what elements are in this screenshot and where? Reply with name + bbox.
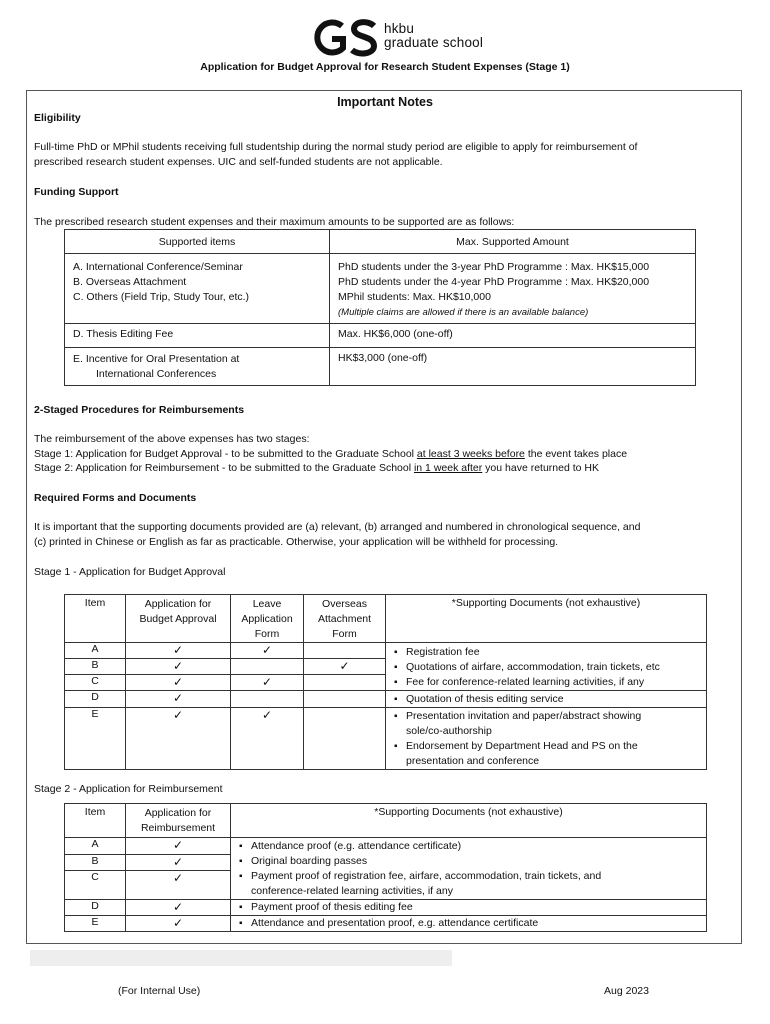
stage1-deadline-underlined: at least 3 weeks before bbox=[416, 448, 525, 460]
s1-header-leave-l1: Leave bbox=[252, 598, 282, 610]
item-e-line1: E. Incentive for Oral Presentation at bbox=[73, 353, 240, 365]
stage2-label: Stage 2 - Application for Reimbursement bbox=[34, 783, 223, 795]
stage2-deadline-underlined: in 1 week after bbox=[413, 462, 483, 474]
eligibility-line-2: prescribed research student expenses. UIC and self-funded students are not applicable. bbox=[34, 156, 443, 168]
s1-header-overseas-l2: Attachment bbox=[317, 613, 372, 625]
s2-doc-payment: ▪ Payment proof of registration fee, airfare, accommodation, train tickets, and conference-related learning activities, if any bbox=[235, 869, 655, 899]
s2-row-b-item: B bbox=[65, 854, 126, 871]
s2-row-c-item: C bbox=[65, 871, 126, 900]
s2-row-a-item: A bbox=[65, 838, 126, 855]
logo-line-1: hkbu bbox=[384, 21, 415, 36]
multiple-claims-note: (Multiple claims are allowed if there is an available balance) bbox=[338, 307, 589, 318]
procedures-intro: The reimbursement of the above expenses has two stages: bbox=[34, 433, 310, 445]
s1-docs-d bbox=[386, 691, 707, 708]
s1-header-leave-l3: Form bbox=[254, 628, 280, 640]
s1-row-c-item: C bbox=[65, 675, 126, 691]
s1-row-a-item: A bbox=[65, 643, 126, 659]
s1-header-app-l1: Application for bbox=[144, 598, 212, 610]
funding-row3-amount: HK$3,000 (one-off) bbox=[330, 348, 696, 386]
s2-doc-attendance: ▪ Attendance proof (e.g. attendance certificate) bbox=[235, 839, 655, 854]
s1-row-c-overseas bbox=[304, 675, 386, 691]
s2-doc-presentation-proof: ▪ Attendance and presentation proof, e.g. attendance certificate bbox=[235, 916, 702, 931]
s1-row-e-leave-check: ✓ bbox=[231, 708, 304, 770]
stage1-text: Stage 1: Application for Budget Approval - to be submitted to the Graduate School bbox=[34, 448, 417, 460]
s2-header-item: Item bbox=[65, 804, 126, 838]
s1-doc-registration: ▪ Registration fee bbox=[390, 645, 702, 660]
s1-row-e-item: E bbox=[65, 708, 126, 770]
item-a: A. International Conference/Seminar bbox=[73, 261, 243, 273]
s2-doc-boarding: ▪ Original boarding passes bbox=[235, 854, 655, 869]
stage1-table bbox=[64, 594, 707, 770]
s1-row-a-leave-check: ✓ bbox=[231, 643, 304, 659]
footer-date: Aug 2023 bbox=[604, 985, 649, 997]
s1-header-app bbox=[126, 595, 231, 643]
internal-use-bar bbox=[30, 950, 452, 966]
s1-row-b-item: B bbox=[65, 659, 126, 675]
s1-row-a-app-check: ✓ bbox=[126, 643, 231, 659]
s1-header-overseas-l1: Overseas bbox=[322, 598, 367, 610]
s2-row-b-check: ✓ bbox=[126, 854, 231, 871]
amount-phd-4yr: PhD students under the 4-year PhD Programme : Max. HK$20,000 bbox=[338, 276, 650, 288]
stage1-text-end: the event takes place bbox=[524, 448, 628, 460]
procedures-heading: 2-Staged Procedures for Reimbursements bbox=[34, 404, 245, 416]
funding-row3-item bbox=[65, 348, 330, 386]
item-b: B. Overseas Attachment bbox=[73, 276, 187, 288]
funding-col-amount: Max. Supported Amount bbox=[330, 230, 696, 254]
s1-row-a-overseas bbox=[304, 643, 386, 659]
amount-mphil: MPhil students: Max. HK$10,000 bbox=[338, 291, 491, 303]
s1-doc-thesis-quote: ▪ Quotation of thesis editing service bbox=[390, 692, 702, 707]
funding-table bbox=[64, 229, 696, 386]
stage2-deadline bbox=[34, 462, 599, 474]
forms-line-1: It is important that the supporting documents provided are (a) relevant, (b) arranged and numbered in chronological sequence, and bbox=[34, 521, 641, 533]
s1-row-c-app-check: ✓ bbox=[126, 675, 231, 691]
s2-row-e-item: E bbox=[65, 916, 126, 932]
s1-doc-endorsement: ▪ Endorsement by Department Head and PS on the presentation and conference bbox=[390, 739, 680, 769]
s1-header-leave-l2: Application bbox=[241, 613, 293, 625]
stage1-label: Stage 1 - Application for Budget Approval bbox=[34, 566, 226, 578]
s2-header-app-l2: Reimbursement bbox=[140, 822, 216, 834]
s1-header-overseas bbox=[304, 595, 386, 643]
s2-row-d-item: D bbox=[65, 900, 126, 916]
notes-title: Important Notes bbox=[337, 95, 433, 109]
s2-row-d-check: ✓ bbox=[126, 900, 231, 916]
funding-row2-item: D. Thesis Editing Fee bbox=[65, 324, 330, 348]
s1-row-b-overseas-check: ✓ bbox=[304, 659, 386, 675]
s1-row-e-overseas bbox=[304, 708, 386, 770]
s2-header-docs: *Supporting Documents (not exhaustive) bbox=[231, 804, 707, 838]
logo-line-2: graduate school bbox=[384, 35, 484, 50]
funding-row2-amount: Max. HK$6,000 (one-off) bbox=[330, 324, 696, 348]
s1-docs-e bbox=[386, 708, 707, 770]
funding-col-items: Supported items bbox=[65, 230, 330, 254]
s1-row-d-item: D bbox=[65, 691, 126, 708]
stage2-table bbox=[64, 803, 707, 932]
s1-header-overseas-l3: Form bbox=[332, 628, 357, 640]
s1-header-item: Item bbox=[65, 595, 126, 643]
stage2-text-end: you have returned to HK bbox=[482, 462, 600, 474]
amount-phd-3yr: PhD students under the 3-year PhD Programme : Max. HK$15,000 bbox=[338, 261, 650, 273]
s2-row-e-check: ✓ bbox=[126, 916, 231, 932]
footer-internal-use: (For Internal Use) bbox=[118, 985, 201, 997]
s2-docs-e bbox=[231, 916, 707, 932]
s2-docs-d bbox=[231, 900, 707, 916]
s1-row-d-overseas bbox=[304, 691, 386, 708]
s2-doc-thesis-payment: ▪ Payment proof of thesis editing fee bbox=[235, 900, 702, 915]
funding-heading: Funding Support bbox=[34, 186, 119, 198]
funding-row1-items bbox=[65, 254, 330, 324]
s1-row-b-leave bbox=[231, 659, 304, 675]
s1-row-c-leave-check: ✓ bbox=[231, 675, 304, 691]
item-c: C. Others (Field Trip, Study Tour, etc.) bbox=[73, 291, 250, 303]
s1-row-d-app-check: ✓ bbox=[126, 691, 231, 708]
forms-line-2: (c) printed in Chinese or English as far as practicable. Otherwise, your application will be withheld for processing. bbox=[34, 536, 559, 548]
s1-doc-invitation: ▪ Presentation invitation and paper/abstract showing sole/co-authorship bbox=[390, 709, 680, 739]
s1-header-docs: *Supporting Documents (not exhaustive) bbox=[386, 595, 707, 643]
s2-docs-abc bbox=[231, 838, 707, 900]
s2-row-c-check: ✓ bbox=[126, 871, 231, 900]
gs-logo-icon bbox=[312, 18, 378, 58]
funding-intro: The prescribed research student expenses and their maximum amounts to be supported are as follows: bbox=[34, 216, 515, 228]
funding-row1-amounts bbox=[330, 254, 696, 324]
stage2-text: Stage 2: Application for Reimbursement - to be submitted to the Graduate School bbox=[34, 462, 414, 474]
page-title: Application for Budget Approval for Research Student Expenses (Stage 1) bbox=[200, 61, 570, 73]
s1-row-b-app-check: ✓ bbox=[126, 659, 231, 675]
forms-heading: Required Forms and Documents bbox=[34, 492, 197, 504]
s1-doc-quotations: ▪ Quotations of airfare, accommodation, train tickets, etc bbox=[390, 660, 702, 675]
s1-docs-abc bbox=[386, 643, 707, 691]
stage1-deadline bbox=[34, 448, 627, 460]
eligibility-line-1: Full-time PhD or MPhil students receiving full studentship during the normal study period are eligible to apply for reimbursement of bbox=[34, 141, 638, 153]
hkbu-graduate-school-logo bbox=[312, 18, 512, 58]
s1-header-app-l2: Budget Approval bbox=[139, 613, 217, 625]
eligibility-heading: Eligibility bbox=[34, 112, 81, 124]
item-e-line2: International Conferences bbox=[96, 368, 217, 380]
s2-header-app bbox=[126, 804, 231, 838]
s1-row-e-app-check: ✓ bbox=[126, 708, 231, 770]
s1-row-d-leave bbox=[231, 691, 304, 708]
s1-doc-learning-fee: ▪ Fee for conference-related learning activities, if any bbox=[390, 675, 702, 690]
s2-header-app-l1: Application for bbox=[144, 807, 212, 819]
s2-row-a-check: ✓ bbox=[126, 838, 231, 855]
s1-header-leave bbox=[231, 595, 304, 643]
